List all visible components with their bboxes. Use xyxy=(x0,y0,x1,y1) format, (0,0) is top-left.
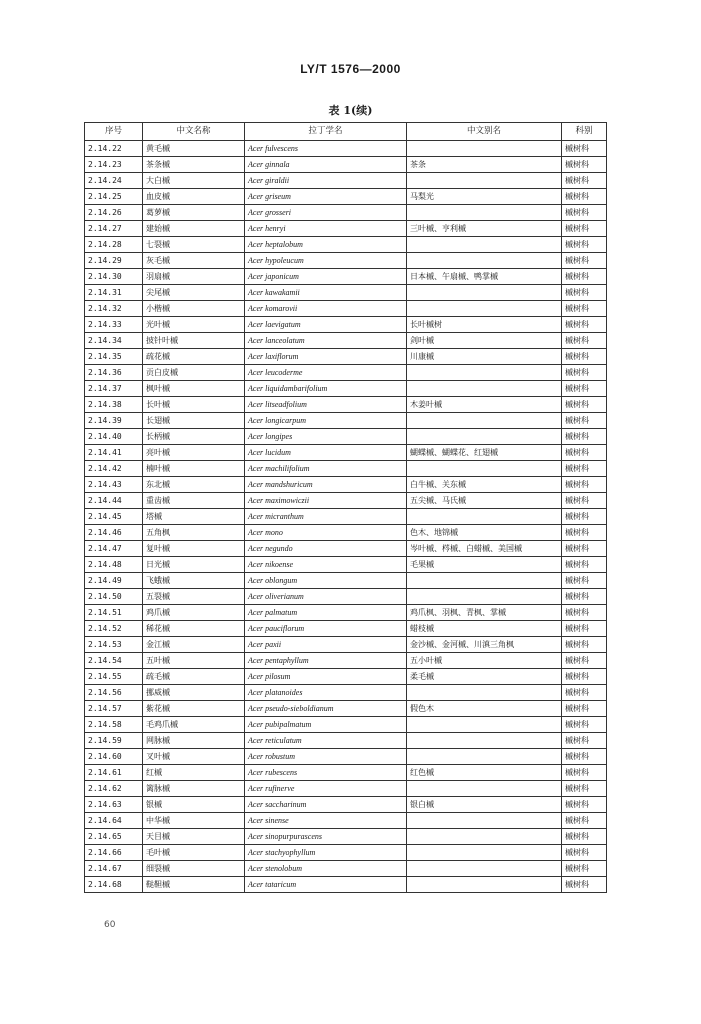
cell-family: 槭树科 xyxy=(562,877,607,893)
table-row xyxy=(85,269,607,285)
table-row xyxy=(85,877,607,893)
cell-alias: 白牛槭、关东槭 xyxy=(407,477,562,493)
cell-family: 槭树科 xyxy=(562,141,607,157)
table-row xyxy=(85,333,607,349)
cell-cn-name: 楠叶槭 xyxy=(143,461,245,477)
cell-alias: 柔毛槭 xyxy=(407,669,562,685)
cell-no: 2.14.30 xyxy=(85,269,143,285)
cell-cn-name: 大白槭 xyxy=(143,173,245,189)
cell-cn-name: 黄毛槭 xyxy=(143,141,245,157)
cell-family: 槭树科 xyxy=(562,317,607,333)
cell-cn-name: 红槭 xyxy=(143,765,245,781)
table-row xyxy=(85,541,607,557)
table-row xyxy=(85,301,607,317)
cell-latin-name: Acer laevigatum xyxy=(245,317,407,333)
cell-latin-name: Acer fulvescens xyxy=(245,141,407,157)
cell-no: 2.14.35 xyxy=(85,349,143,365)
table-row xyxy=(85,861,607,877)
cell-alias xyxy=(407,749,562,765)
cell-no: 2.14.23 xyxy=(85,157,143,173)
cell-family: 槭树科 xyxy=(562,381,607,397)
cell-latin-name: Acer palmatum xyxy=(245,605,407,621)
cell-latin-name: Acer pubipalmatum xyxy=(245,717,407,733)
cell-cn-name: 银槭 xyxy=(143,797,245,813)
cell-no: 2.14.52 xyxy=(85,621,143,637)
cell-family: 槭树科 xyxy=(562,157,607,173)
cell-family: 槭树科 xyxy=(562,301,607,317)
cell-latin-name: Acer lucidum xyxy=(245,445,407,461)
cell-alias xyxy=(407,509,562,525)
cell-cn-name: 篱脉槭 xyxy=(143,781,245,797)
cell-family: 槭树科 xyxy=(562,333,607,349)
table-row xyxy=(85,621,607,637)
cell-no: 2.14.59 xyxy=(85,733,143,749)
cell-cn-name: 五角枫 xyxy=(143,525,245,541)
table-row xyxy=(85,445,607,461)
cell-no: 2.14.63 xyxy=(85,797,143,813)
cell-family: 槭树科 xyxy=(562,701,607,717)
cell-cn-name: 灰毛槭 xyxy=(143,253,245,269)
cell-no: 2.14.42 xyxy=(85,461,143,477)
cell-latin-name: Acer micranthum xyxy=(245,509,407,525)
cell-cn-name: 贡白皮槭 xyxy=(143,365,245,381)
table-row xyxy=(85,605,607,621)
cell-alias xyxy=(407,861,562,877)
cell-cn-name: 复叶槭 xyxy=(143,541,245,557)
table-row xyxy=(85,525,607,541)
cell-cn-name: 羽扇槭 xyxy=(143,269,245,285)
cell-alias: 金沙槭、金河槭、川滇三角枫 xyxy=(407,637,562,653)
cell-alias: 蝴蝶槭、蝴蝶花、红翅槭 xyxy=(407,445,562,461)
cell-family: 槭树科 xyxy=(562,557,607,573)
species-table xyxy=(84,122,607,893)
cell-family: 槭树科 xyxy=(562,845,607,861)
cell-family: 槭树科 xyxy=(562,477,607,493)
cell-cn-name: 披针叶槭 xyxy=(143,333,245,349)
table-row xyxy=(85,285,607,301)
cell-cn-name: 稀花槭 xyxy=(143,621,245,637)
cell-family: 槭树科 xyxy=(562,861,607,877)
cell-alias xyxy=(407,285,562,301)
cell-alias: 岑叶槭、梣槭、白蜡槭、美国槭 xyxy=(407,541,562,557)
cell-latin-name: Acer kawakamii xyxy=(245,285,407,301)
cell-no: 2.14.67 xyxy=(85,861,143,877)
cell-latin-name: Acer sinense xyxy=(245,813,407,829)
cell-no: 2.14.33 xyxy=(85,317,143,333)
cell-alias: 木姜叶槭 xyxy=(407,397,562,413)
cell-family: 槭树科 xyxy=(562,637,607,653)
table-title: 表 1(续) xyxy=(328,104,373,117)
cell-alias xyxy=(407,205,562,221)
cell-family: 槭树科 xyxy=(562,605,607,621)
table-row xyxy=(85,781,607,797)
cell-family: 槭树科 xyxy=(562,365,607,381)
cell-alias: 茶条 xyxy=(407,157,562,173)
cell-family: 槭树科 xyxy=(562,221,607,237)
cell-cn-name: 细裂槭 xyxy=(143,861,245,877)
table-header-row xyxy=(85,123,607,141)
cell-alias: 马梨光 xyxy=(407,189,562,205)
cell-cn-name: 枫叶槭 xyxy=(143,381,245,397)
table-row xyxy=(85,189,607,205)
cell-cn-name: 葛萝槭 xyxy=(143,205,245,221)
cell-cn-name: 疏毛槭 xyxy=(143,669,245,685)
table-row xyxy=(85,157,607,173)
cell-no: 2.14.48 xyxy=(85,557,143,573)
cell-latin-name: Acer pilosum xyxy=(245,669,407,685)
cell-latin-name: Acer hypoleucum xyxy=(245,253,407,269)
cell-cn-name: 东北槭 xyxy=(143,477,245,493)
cell-latin-name: Acer longicarpum xyxy=(245,413,407,429)
cell-alias: 剑叶槭 xyxy=(407,333,562,349)
table-row xyxy=(85,141,607,157)
cell-cn-name: 日光槭 xyxy=(143,557,245,573)
cell-cn-name: 长柄槭 xyxy=(143,429,245,445)
cell-no: 2.14.65 xyxy=(85,829,143,845)
cell-no: 2.14.53 xyxy=(85,637,143,653)
cell-cn-name: 亮叶槭 xyxy=(143,445,245,461)
cell-alias: 五尖槭、马氏槭 xyxy=(407,493,562,509)
table-row xyxy=(85,589,607,605)
cell-family: 槭树科 xyxy=(562,509,607,525)
cell-alias: 日本槭、午扇槭、鸭掌槭 xyxy=(407,269,562,285)
cell-latin-name: Acer maximowiczii xyxy=(245,493,407,509)
cell-latin-name: Acer sinopurpurascens xyxy=(245,829,407,845)
cell-cn-name: 叉叶槭 xyxy=(143,749,245,765)
cell-family: 槭树科 xyxy=(562,205,607,221)
table-row xyxy=(85,669,607,685)
table-row xyxy=(85,557,607,573)
cell-latin-name: Acer liquidambarifolium xyxy=(245,381,407,397)
cell-alias xyxy=(407,829,562,845)
cell-latin-name: Acer japonicum xyxy=(245,269,407,285)
col-header-family: 科别 xyxy=(562,123,607,141)
table-row xyxy=(85,381,607,397)
cell-latin-name: Acer mandshuricum xyxy=(245,477,407,493)
cell-latin-name: Acer pauciflorum xyxy=(245,621,407,637)
cell-no: 2.14.25 xyxy=(85,189,143,205)
cell-cn-name: 鞑靼槭 xyxy=(143,877,245,893)
cell-alias xyxy=(407,781,562,797)
table-row xyxy=(85,717,607,733)
cell-no: 2.14.57 xyxy=(85,701,143,717)
cell-no: 2.14.68 xyxy=(85,877,143,893)
cell-no: 2.14.60 xyxy=(85,749,143,765)
table-row xyxy=(85,477,607,493)
cell-family: 槭树科 xyxy=(562,653,607,669)
cell-cn-name: 网脉槭 xyxy=(143,733,245,749)
table-row xyxy=(85,765,607,781)
cell-no: 2.14.32 xyxy=(85,301,143,317)
cell-no: 2.14.22 xyxy=(85,141,143,157)
cell-cn-name: 中华槭 xyxy=(143,813,245,829)
table-row xyxy=(85,237,607,253)
table-row xyxy=(85,253,607,269)
cell-cn-name: 金江槭 xyxy=(143,637,245,653)
col-header-cn-name: 中文名称 xyxy=(143,123,245,141)
cell-alias xyxy=(407,845,562,861)
cell-latin-name: Acer heptalobum xyxy=(245,237,407,253)
cell-latin-name: Acer mono xyxy=(245,525,407,541)
table-row xyxy=(85,317,607,333)
cell-family: 槭树科 xyxy=(562,525,607,541)
table-row xyxy=(85,733,607,749)
cell-latin-name: Acer lanceolatum xyxy=(245,333,407,349)
cell-family: 槭树科 xyxy=(562,285,607,301)
cell-latin-name: Acer rufinerve xyxy=(245,781,407,797)
cell-alias: 五小叶槭 xyxy=(407,653,562,669)
cell-cn-name: 五叶槭 xyxy=(143,653,245,669)
cell-no: 2.14.62 xyxy=(85,781,143,797)
cell-family: 槭树科 xyxy=(562,269,607,285)
col-header-alias: 中文别名 xyxy=(407,123,562,141)
table-row xyxy=(85,349,607,365)
cell-family: 槭树科 xyxy=(562,717,607,733)
table-row xyxy=(85,637,607,653)
cell-family: 槭树科 xyxy=(562,413,607,429)
cell-cn-name: 重齿槭 xyxy=(143,493,245,509)
table-row xyxy=(85,221,607,237)
table-row xyxy=(85,205,607,221)
cell-cn-name: 塔槭 xyxy=(143,509,245,525)
cell-no: 2.14.28 xyxy=(85,237,143,253)
cell-alias: 蜡枝槭 xyxy=(407,621,562,637)
cell-no: 2.14.54 xyxy=(85,653,143,669)
cell-no: 2.14.24 xyxy=(85,173,143,189)
cell-latin-name: Acer pentaphyllum xyxy=(245,653,407,669)
cell-cn-name: 长叶槭 xyxy=(143,397,245,413)
cell-alias: 川康槭 xyxy=(407,349,562,365)
table-row xyxy=(85,397,607,413)
cell-latin-name: Acer litseadfolium xyxy=(245,397,407,413)
cell-no: 2.14.40 xyxy=(85,429,143,445)
cell-no: 2.14.46 xyxy=(85,525,143,541)
cell-latin-name: Acer henryi xyxy=(245,221,407,237)
cell-family: 槭树科 xyxy=(562,461,607,477)
table-row xyxy=(85,573,607,589)
cell-cn-name: 毛鸡爪槭 xyxy=(143,717,245,733)
table-row xyxy=(85,749,607,765)
cell-no: 2.14.37 xyxy=(85,381,143,397)
cell-no: 2.14.26 xyxy=(85,205,143,221)
cell-alias xyxy=(407,173,562,189)
cell-latin-name: Acer oliverianum xyxy=(245,589,407,605)
table-row xyxy=(85,685,607,701)
cell-no: 2.14.58 xyxy=(85,717,143,733)
col-header-no: 序号 xyxy=(85,123,143,141)
table-row xyxy=(85,429,607,445)
cell-cn-name: 建始槭 xyxy=(143,221,245,237)
cell-cn-name: 毛叶槭 xyxy=(143,845,245,861)
cell-cn-name: 茶条槭 xyxy=(143,157,245,173)
cell-alias: 鸡爪枫、羽枫、青枫、掌槭 xyxy=(407,605,562,621)
cell-latin-name: Acer oblongum xyxy=(245,573,407,589)
cell-alias: 长叶槭树 xyxy=(407,317,562,333)
cell-alias: 红色槭 xyxy=(407,765,562,781)
standard-code: LY/T 1576—2000 xyxy=(300,62,401,76)
cell-alias: 银白槭 xyxy=(407,797,562,813)
cell-no: 2.14.61 xyxy=(85,765,143,781)
cell-alias xyxy=(407,413,562,429)
cell-cn-name: 紫花槭 xyxy=(143,701,245,717)
table-row xyxy=(85,413,607,429)
cell-family: 槭树科 xyxy=(562,237,607,253)
cell-latin-name: Acer griseum xyxy=(245,189,407,205)
cell-family: 槭树科 xyxy=(562,589,607,605)
cell-family: 槭树科 xyxy=(562,733,607,749)
table-row xyxy=(85,173,607,189)
cell-latin-name: Acer komarovii xyxy=(245,301,407,317)
cell-no: 2.14.45 xyxy=(85,509,143,525)
cell-cn-name: 五裂槭 xyxy=(143,589,245,605)
table-row xyxy=(85,845,607,861)
cell-family: 槭树科 xyxy=(562,669,607,685)
cell-no: 2.14.64 xyxy=(85,813,143,829)
cell-latin-name: Acer robustum xyxy=(245,749,407,765)
cell-cn-name: 飞蛾槭 xyxy=(143,573,245,589)
cell-alias xyxy=(407,253,562,269)
table-row xyxy=(85,461,607,477)
table-row xyxy=(85,493,607,509)
cell-cn-name: 长翅槭 xyxy=(143,413,245,429)
cell-alias: 假色木 xyxy=(407,701,562,717)
cell-no: 2.14.43 xyxy=(85,477,143,493)
cell-latin-name: Acer negundo xyxy=(245,541,407,557)
cell-cn-name: 血皮槭 xyxy=(143,189,245,205)
cell-latin-name: Acer stachyophyllum xyxy=(245,845,407,861)
table-row xyxy=(85,365,607,381)
cell-cn-name: 疏花槭 xyxy=(143,349,245,365)
cell-family: 槭树科 xyxy=(562,621,607,637)
cell-cn-name: 七裂槭 xyxy=(143,237,245,253)
cell-family: 槭树科 xyxy=(562,189,607,205)
table-row xyxy=(85,653,607,669)
cell-family: 槭树科 xyxy=(562,445,607,461)
cell-latin-name: Acer platanoides xyxy=(245,685,407,701)
cell-family: 槭树科 xyxy=(562,829,607,845)
page-number: 60 xyxy=(104,920,116,930)
cell-alias xyxy=(407,141,562,157)
cell-alias: 三叶槭、亨利槭 xyxy=(407,221,562,237)
cell-latin-name: Acer laxiflorum xyxy=(245,349,407,365)
cell-no: 2.14.29 xyxy=(85,253,143,269)
cell-alias: 毛果槭 xyxy=(407,557,562,573)
cell-alias xyxy=(407,877,562,893)
cell-alias xyxy=(407,813,562,829)
cell-family: 槭树科 xyxy=(562,749,607,765)
cell-no: 2.14.39 xyxy=(85,413,143,429)
cell-alias xyxy=(407,589,562,605)
cell-alias xyxy=(407,429,562,445)
cell-alias xyxy=(407,461,562,477)
cell-latin-name: Acer tataricum xyxy=(245,877,407,893)
cell-no: 2.14.38 xyxy=(85,397,143,413)
table-row xyxy=(85,813,607,829)
cell-latin-name: Acer saccharinum xyxy=(245,797,407,813)
cell-latin-name: Acer reticulatum xyxy=(245,733,407,749)
cell-latin-name: Acer giraldii xyxy=(245,173,407,189)
cell-family: 槭树科 xyxy=(562,173,607,189)
cell-family: 槭树科 xyxy=(562,397,607,413)
cell-alias xyxy=(407,381,562,397)
cell-cn-name: 鸡爪槭 xyxy=(143,605,245,621)
cell-no: 2.14.31 xyxy=(85,285,143,301)
cell-latin-name: Acer pseudo-sieboldianum xyxy=(245,701,407,717)
cell-family: 槭树科 xyxy=(562,685,607,701)
cell-latin-name: Acer grosseri xyxy=(245,205,407,221)
cell-family: 槭树科 xyxy=(562,813,607,829)
cell-latin-name: Acer paxii xyxy=(245,637,407,653)
table-row xyxy=(85,509,607,525)
cell-cn-name: 光叶槭 xyxy=(143,317,245,333)
cell-no: 2.14.36 xyxy=(85,365,143,381)
cell-cn-name: 挪威槭 xyxy=(143,685,245,701)
cell-no: 2.14.41 xyxy=(85,445,143,461)
cell-latin-name: Acer machilifolium xyxy=(245,461,407,477)
cell-family: 槭树科 xyxy=(562,253,607,269)
cell-no: 2.14.50 xyxy=(85,589,143,605)
cell-alias xyxy=(407,573,562,589)
cell-no: 2.14.56 xyxy=(85,685,143,701)
cell-alias xyxy=(407,301,562,317)
cell-alias xyxy=(407,717,562,733)
cell-no: 2.14.49 xyxy=(85,573,143,589)
table-row xyxy=(85,829,607,845)
cell-latin-name: Acer longipes xyxy=(245,429,407,445)
cell-family: 槭树科 xyxy=(562,541,607,557)
table-row xyxy=(85,797,607,813)
cell-family: 槭树科 xyxy=(562,573,607,589)
cell-latin-name: Acer nikoense xyxy=(245,557,407,573)
cell-latin-name: Acer ginnala xyxy=(245,157,407,173)
cell-family: 槭树科 xyxy=(562,429,607,445)
cell-family: 槭树科 xyxy=(562,781,607,797)
cell-family: 槭树科 xyxy=(562,765,607,781)
cell-cn-name: 尖尾槭 xyxy=(143,285,245,301)
cell-no: 2.14.47 xyxy=(85,541,143,557)
cell-family: 槭树科 xyxy=(562,349,607,365)
cell-cn-name: 小楷槭 xyxy=(143,301,245,317)
cell-no: 2.14.66 xyxy=(85,845,143,861)
cell-no: 2.14.55 xyxy=(85,669,143,685)
cell-alias xyxy=(407,237,562,253)
cell-latin-name: Acer leucoderme xyxy=(245,365,407,381)
cell-latin-name: Acer rubescens xyxy=(245,765,407,781)
cell-latin-name: Acer stenolobum xyxy=(245,861,407,877)
cell-family: 槭树科 xyxy=(562,797,607,813)
cell-no: 2.14.51 xyxy=(85,605,143,621)
cell-no: 2.14.34 xyxy=(85,333,143,349)
cell-cn-name: 天目槭 xyxy=(143,829,245,845)
cell-no: 2.14.27 xyxy=(85,221,143,237)
cell-alias: 色木、地锦槭 xyxy=(407,525,562,541)
table-row xyxy=(85,701,607,717)
cell-alias xyxy=(407,685,562,701)
col-header-latin: 拉丁学名 xyxy=(245,123,407,141)
cell-alias xyxy=(407,365,562,381)
cell-family: 槭树科 xyxy=(562,493,607,509)
cell-no: 2.14.44 xyxy=(85,493,143,509)
cell-alias xyxy=(407,733,562,749)
